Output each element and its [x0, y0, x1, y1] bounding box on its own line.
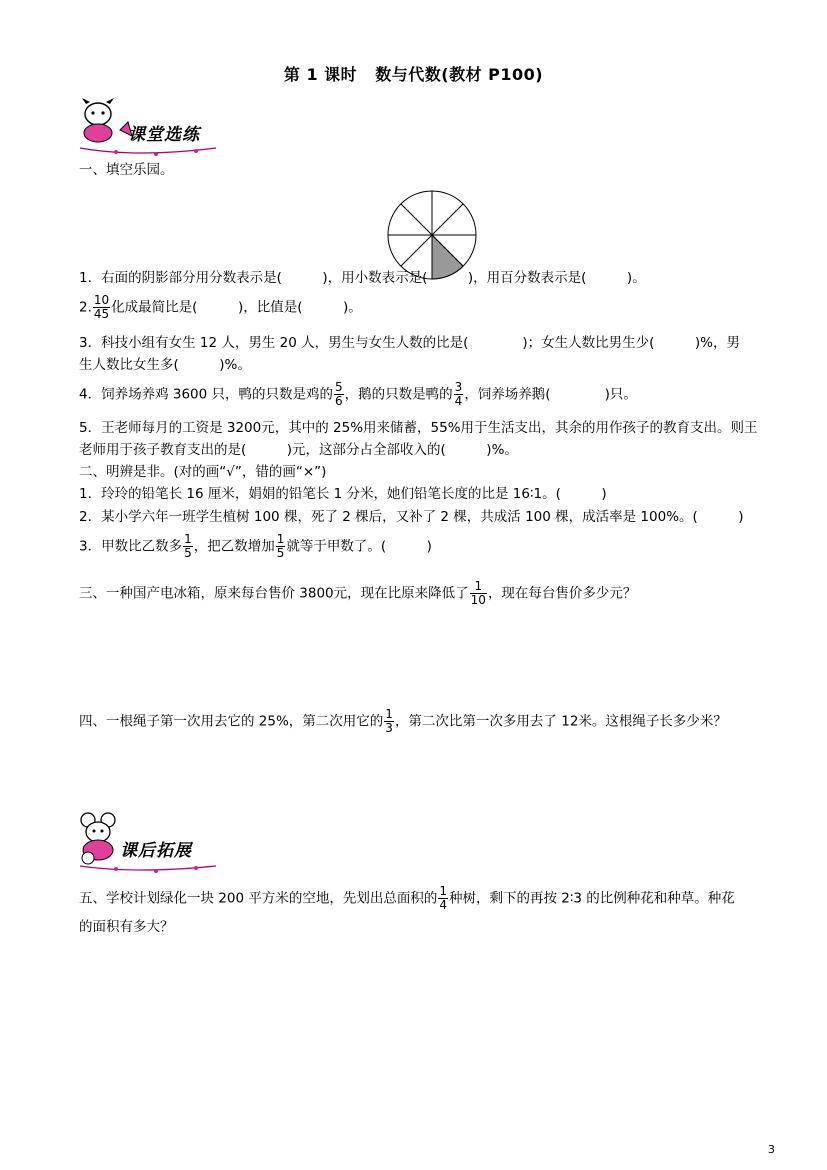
s1-question-3-line1: 3．科技小组有女生 12 人，男生 20 人，男生与女生人数的比是( )；女生人数比男生少( )%，男 — [79, 335, 741, 351]
after-class-badge-text: 课后拓展 — [120, 841, 192, 861]
s2-question-3: 3．甲数比乙数多 $\frac{1}{5}$ ，把乙数增加 $\frac{1}{5}$ 就等于甲数了。( ) — [79, 532, 432, 560]
s1-question-5-line1: 5．王老师每月的工资是 3200元，其中的 25%用来储蓄，55%用于生活支出，其余的用作孩子的教育支出。则王 — [79, 420, 758, 436]
section1-heading: 一、填空乐园。 — [79, 162, 174, 178]
section3-question: 三、一种国产电冰箱，原来每台售价 3800元，现在比原来降低了 $\frac{1}{10}$ ，现在每台售价多少元？ — [79, 579, 637, 607]
after-class-badge — [76, 812, 226, 874]
fraction: $\frac{5}{6}$ — [335, 380, 343, 408]
fraction: $\frac{1}{5}$ — [184, 532, 192, 560]
page-number: 3 — [768, 1143, 775, 1156]
section5-question-line1: 五、学校计划绿化一块 200 平方米的空地，先划出总面积的 $\frac{1}{4}$ 种树，剩下的再按 2∶3 的比例种花和种草。种花 — [79, 884, 735, 912]
page-title — [0, 62, 827, 85]
s1-question-5-line2: 老师用于孩子教育支出的是( )元，这部分占全部收入的( )%。 — [79, 442, 518, 458]
s1-question-4: 4．饲养场养鸡 3600 只，鸭的只数是鸡的 $\frac{5}{6}$ ，鹅的只数是鸭的 $\frac{3}{4}$ ，饲养场养鹅( )只。 — [79, 380, 637, 408]
fraction: $\frac{1}{10}$ — [470, 579, 486, 607]
section2-heading: 二、明辨是非。(对的画“√”，错的画“×”) — [79, 464, 327, 480]
fraction: $\frac{1}{3}$ — [385, 707, 393, 735]
s1-question-2 — [79, 294, 362, 321]
lesson-label: 第 1 课时 — [283, 65, 358, 84]
s2-question-2: 2．某小学六年一班学生植树 100 棵，死了 2 棵后，又补了 2 棵，共成活 100 棵，成活率是 100%。( ) — [79, 509, 744, 525]
in-class-badge — [76, 96, 226, 158]
q2-text: 化成最简比是( )，比值是( )。 — [111, 299, 362, 316]
fraction: $\frac{3}{4}$ — [454, 380, 463, 408]
s2-question-1: 1．玲玲的铅笔长 16 厘米，娟娟的铅笔长 1 分米，她们铅笔长度的比是 16∶1。( ) — [79, 486, 607, 502]
s1-question-3-line2: 生人数比女生多( )%。 — [79, 357, 251, 373]
q2-number: 2. — [79, 299, 92, 316]
fraction: $\frac{1}{4}$ — [439, 884, 447, 912]
topic-label: 数与代数(教材 P100) — [375, 65, 544, 84]
s1-question-1: 1．右面的阴影部分用分数表示是( )，用小数表示是( )，用百分数表示是( )。 — [79, 270, 646, 286]
section4-question: 四、一根绳子第一次用去它的 25%，第二次用它的 $\frac{1}{3}$ ，第二次比第一次多用去了 12米。这根绳子长多少米？ — [79, 707, 727, 735]
fraction: $\frac{1}{5}$ — [276, 532, 285, 560]
section5-question-line2: 的面积有多大？ — [79, 919, 174, 935]
in-class-badge-text: 课堂选练 — [128, 125, 200, 145]
fraction: $\frac{10}{45}$ — [93, 293, 110, 321]
